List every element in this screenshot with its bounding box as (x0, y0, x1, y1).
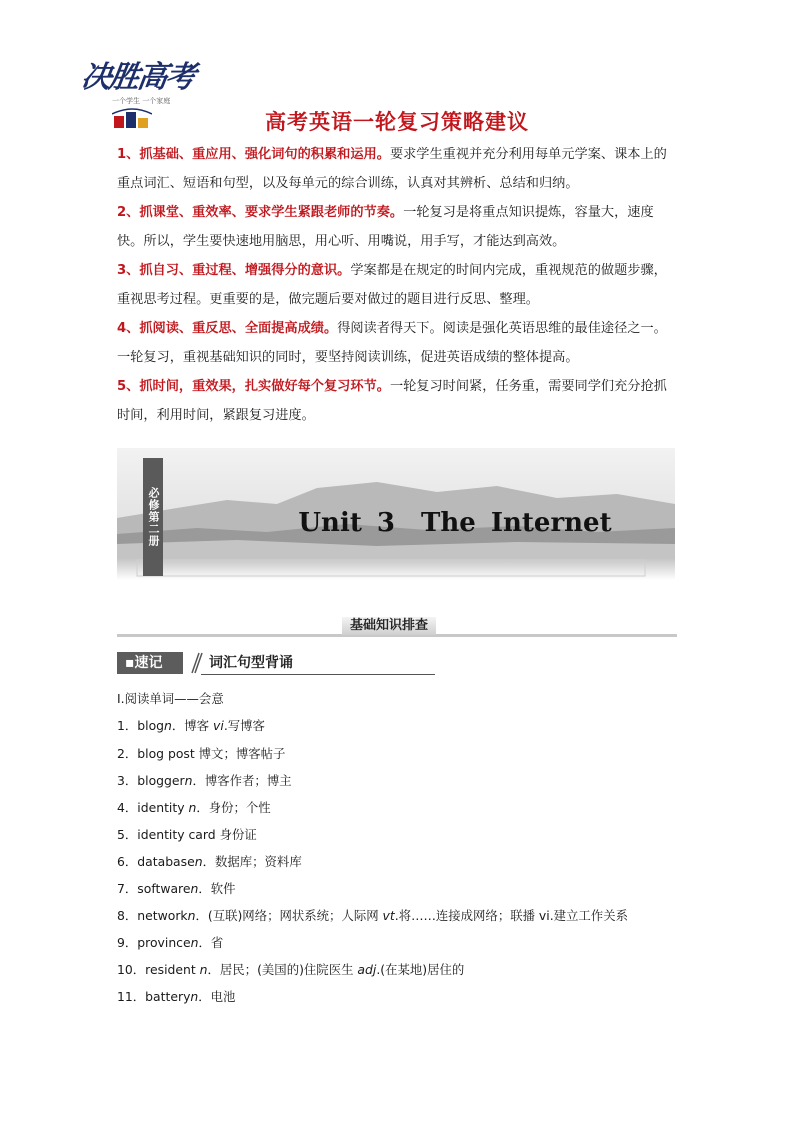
strategy-body: 要求学生重视并充分利用每单元学案、课本上的重点词汇、短语和句型，以及每单元的综合训练，认真对其辨析、总结和归纳。 (117, 147, 667, 191)
vocab-list (117, 688, 687, 1013)
vocab-item (117, 878, 687, 905)
section-title: 基础知识排查 (342, 617, 436, 635)
vocab-definition: ．博客 (171, 718, 214, 733)
tag-bullet-icon: ▪ (125, 655, 135, 671)
vocab-item (117, 715, 687, 742)
strategy-body: 一轮复习时间紧，任务重，需要同学们充分抢抓时间，利用时间，紧跟复习进度。 (117, 379, 667, 423)
document-title: 高考英语一轮复习策略建议 (265, 110, 529, 134)
vocab-definition: ．电池 (198, 989, 236, 1004)
vocab-definition: .写博客 (223, 718, 265, 733)
strategy-item (117, 140, 679, 198)
strategy-body: 学案都是在规定的时间内完成，重视规范的做题步骤，重视思考过程。更重要的是，做完题后要对做过的题目进行反思、整理。 (117, 263, 667, 307)
strategy-body: 一轮复习是将重点知识提炼，容量大，速度快。所以，学生要快速地用脑思，用心听、用嘴说，用手写，才能达到高效。 (117, 205, 654, 249)
vocab-pos: n (194, 854, 203, 869)
vocab-word: database (137, 854, 195, 869)
strategy-item (117, 314, 679, 372)
vocab-item (117, 932, 687, 959)
vocab-number: 4． (117, 800, 138, 815)
strategy-number: 3、 (117, 263, 140, 278)
tag-label: 速记 (134, 655, 163, 671)
vocab-pos: n (190, 881, 199, 896)
strategy-number: 2、 (117, 205, 140, 220)
vocab-pos: adj (357, 962, 377, 977)
strategy-item (117, 256, 679, 314)
vocab-item (117, 905, 687, 932)
vocab-number: 6． (117, 854, 138, 869)
vocab-item (117, 743, 687, 770)
vocab-item (117, 959, 687, 986)
vocab-number: 2． (117, 746, 138, 761)
sub-header (117, 652, 435, 676)
vocab-word: battery (145, 989, 191, 1004)
strategy-number: 1、 (117, 147, 140, 162)
vocab-item (117, 851, 687, 878)
section-bar (117, 617, 677, 637)
vocab-definition: ．软件 (198, 881, 236, 896)
vocab-definition: .(在某地)居住的 (376, 962, 465, 977)
vocab-definition: 身份证 (219, 827, 257, 842)
vocab-word: identity card (137, 827, 220, 842)
sub-header-underline (201, 674, 435, 675)
strategy-item (117, 198, 679, 256)
vocab-word: blogger (137, 773, 185, 788)
vocab-word: network (137, 908, 188, 923)
strategy-number: 4、 (117, 321, 140, 336)
vocab-pos: n (190, 989, 199, 1004)
vocab-definition: ．身份；个性 (196, 800, 271, 815)
vocab-pos: vt (382, 908, 395, 923)
strategy-highlight: 抓时间，重效果，扎实做好每个复习环节。 (139, 379, 390, 394)
strategy-highlight: 抓基础、重应用、强化词句的积累和运用。 (139, 147, 390, 162)
vocab-word: blog post (137, 746, 199, 761)
strategy-highlight: 抓阅读、重反思、全面提高成绩。 (139, 321, 338, 336)
vocab-definition: ．博客作者；博主 (192, 773, 292, 788)
vocab-number: 8． (117, 908, 138, 923)
strategy-list (117, 140, 679, 430)
vocab-definition: ．数据库；资料库 (202, 854, 302, 869)
logo-subtitle: 一个学生 一个家庭 (112, 97, 171, 105)
vocab-number: 10． (117, 962, 146, 977)
vocab-rows (117, 715, 687, 1013)
strategy-highlight: 抓自习、重过程、增强得分的意识。 (139, 263, 351, 278)
vocab-number: 3． (117, 773, 138, 788)
sub-header-text: 词汇句型背诵 (209, 655, 293, 671)
vocab-definition: ．居民；(美国的)住院医生 (207, 962, 358, 977)
vocab-definition: 博文；博客帖子 (198, 746, 286, 761)
strategy-item (117, 372, 679, 430)
vocab-item (117, 797, 687, 824)
vocab-pos: vi (213, 718, 224, 733)
vocab-heading: Ⅰ.阅读单词——会意 (117, 691, 224, 706)
strategy-highlight: 抓课堂、重效率、要求学生紧跟老师的节奏。 (139, 205, 404, 220)
vocab-number: 7． (117, 881, 138, 896)
vocab-pos: n (187, 908, 196, 923)
vocab-number: 9． (117, 935, 138, 950)
unit-title: Unit 3 The Internet (298, 508, 612, 538)
vocab-item (117, 824, 687, 851)
vocab-item (117, 770, 687, 797)
vocab-word: province (137, 935, 191, 950)
book-volume-tab: 必修第二册 (143, 458, 163, 576)
vocab-word: software (137, 881, 191, 896)
vocab-number: 5． (117, 827, 138, 842)
vocab-pos: n (188, 800, 197, 815)
vocab-item (117, 986, 687, 1013)
vocab-pos: n (184, 773, 193, 788)
logo-text: 决胜高考 (79, 60, 196, 95)
vocab-word: identity (137, 800, 189, 815)
slash-separator-icon (189, 652, 203, 674)
vocab-definition: ．(互联)网络；网状系统；人际网 (195, 908, 383, 923)
unit-banner (117, 448, 675, 580)
vocab-pos: n (164, 718, 172, 733)
vocab-definition: ．省 (198, 935, 224, 950)
vocab-pos: n (190, 935, 199, 950)
strategy-number: 5、 (117, 379, 140, 394)
vocab-number: 11． (117, 989, 146, 1004)
vocab-pos: n (199, 962, 208, 977)
strategy-body: 得阅读者得天下。阅读是强化英语思维的最佳途径之一。一轮复习，重视基础知识的同时，要坚持阅读训练，促进英语成绩的整体提高。 (117, 321, 667, 365)
vocab-word: blog (137, 718, 165, 733)
vocab-definition: .将……连接成网络；联播 vi.建立工作关系 (394, 908, 628, 923)
vocab-number: 1． (117, 718, 138, 733)
vocab-word: resident (145, 962, 200, 977)
quick-memory-tag (117, 652, 183, 674)
